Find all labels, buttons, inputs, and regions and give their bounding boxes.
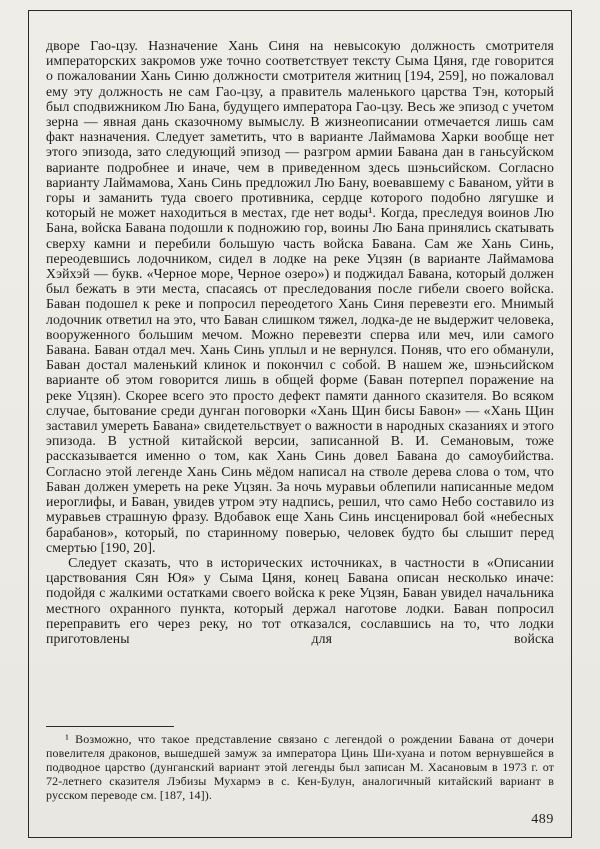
body-text (46, 38, 554, 646)
page-number: 489 (531, 812, 554, 827)
page-content (46, 38, 554, 828)
page-footer (46, 726, 554, 828)
footnote-separator-rule (46, 726, 174, 727)
footnote-text: ¹ Возможно, что такое представление связано с легендой о рождении Бавана от дочери повелителя драконов, вышедшей замуж за императора Цинь Ши-хуана и потом вернувшейся в подводное царство (дунганский вариант этой легенды был записан М. Хасановым в 1973 г. от 72-летнего сказителя Лэбизы Мухармэ в с. Кен-Булун, аналогичный китайский вариант в русском переводе см. [187, 14]). (46, 732, 554, 803)
paragraph: Следует сказать, что в исторических источниках, в частности в «Описании царствования Сян Юя» у Сыма Цяня, конец Бавана описан несколько иначе: подойдя с жалкими остатками своего войска к реке Уцзян, Баван увидел начальника местного охранного пункта, который держал наготове лодки. Баван попросил переправить его через реку, но тот отказался, сославшись на то, что лодки приготовлены для войска (46, 554, 554, 646)
paragraph-continuation: дворе Гао-цзу. Назначение Хань Синя на невысокую должность смотрителя императорских закромов уже точно соответствует тексту Сыма Цяня, где говорится о пожаловании Хань Синю должности смотрителя житниц [194, 259], но пожаловал ему эту должность не сам Гао-цзу, а правитель маленького царства Тэн, который был сподвижником Лю Бана, будущего императора Гао-цзу. Весь же эпизод с учетом зерна — явная дань сказочному вымыслу. В жизнеописании отмечается лишь сам факт назначения. Следует заметить, что в варианте Лаймамова Харки вообще нет этого эпизода, зато следующий эпизод — разгром армии Бавана дан в ганьсуйском варианте подробнее и иначе, чем в приведенном здесь шэньсийском. Согласно варианту Лаймамова, Хань Синь предложил Лю Бану, воевавшему с Баваном, уйти в горы и заманить туда своего противника, сердце которого подобно лягушке и который не может находиться в местах, где нет воды¹. Когда, преследуя воинов Лю Бана, войска Бавана подошли к подножию гор, воины Лю Бана принялись скатывать сверху камни и перебили большую часть войска Бавана. Сам же Хань Синь, переодевшись лодочником, сидел в лодке на реке Уцзян (в варианте Лаймамова Хэйхэй — букв. «Черное море, Черное озеро») и поджидал Бавана, который должен был бежать в эти места, спасаясь от преследования после гибели своего войска. Баван подошел к реке и попросил переодетого Хань Синя перевезти его. Мнимый лодочник ответил на это, что Баван слишком тяжел, лодка-де не выдержит человека, вооруженного большим мечом. Можно перевезти сперва или меч, или самого Бавана. Баван отдал меч. Хань Синь уплыл и не вернулся. Поняв, что его обманули, Баван достал маленький клинок и покончил с собой. В нашем же, шэньсийском варианте об этом говорится лишь в общей форме (Баван потерпел поражение на реке Уцзян). Скорее всего это просто дефект памяти данного сказителя. Во всяком случае, бытование среди дунган поговорки «Хань Щин бисы Бавон» — «Хань Щин заставил умереть Бавана» свидетельствует о важности в народных сказаниях и этого эпизода. В устной китайской версии, записанной В. И. Семановым, тоже рассказывается именно о том, как Хань Синь довел Бавана до самоубийства. Согласно этой легенде Хань Синь мёдом написал на стволе дерева слова о том, что Баван должен умереть на реке Уцзян. За ночь муравьи облепили написанные медом иероглифы, и Баван, увидев утром эту надпись, решил, что само Небо составило из муравьев страшную фразу. Вдобавок еще Хань Синь инсценировал бой «небесных барабанов», который, по старинному поверью, человек будто бы слышит перед смертью [190, 20]. (46, 38, 554, 555)
